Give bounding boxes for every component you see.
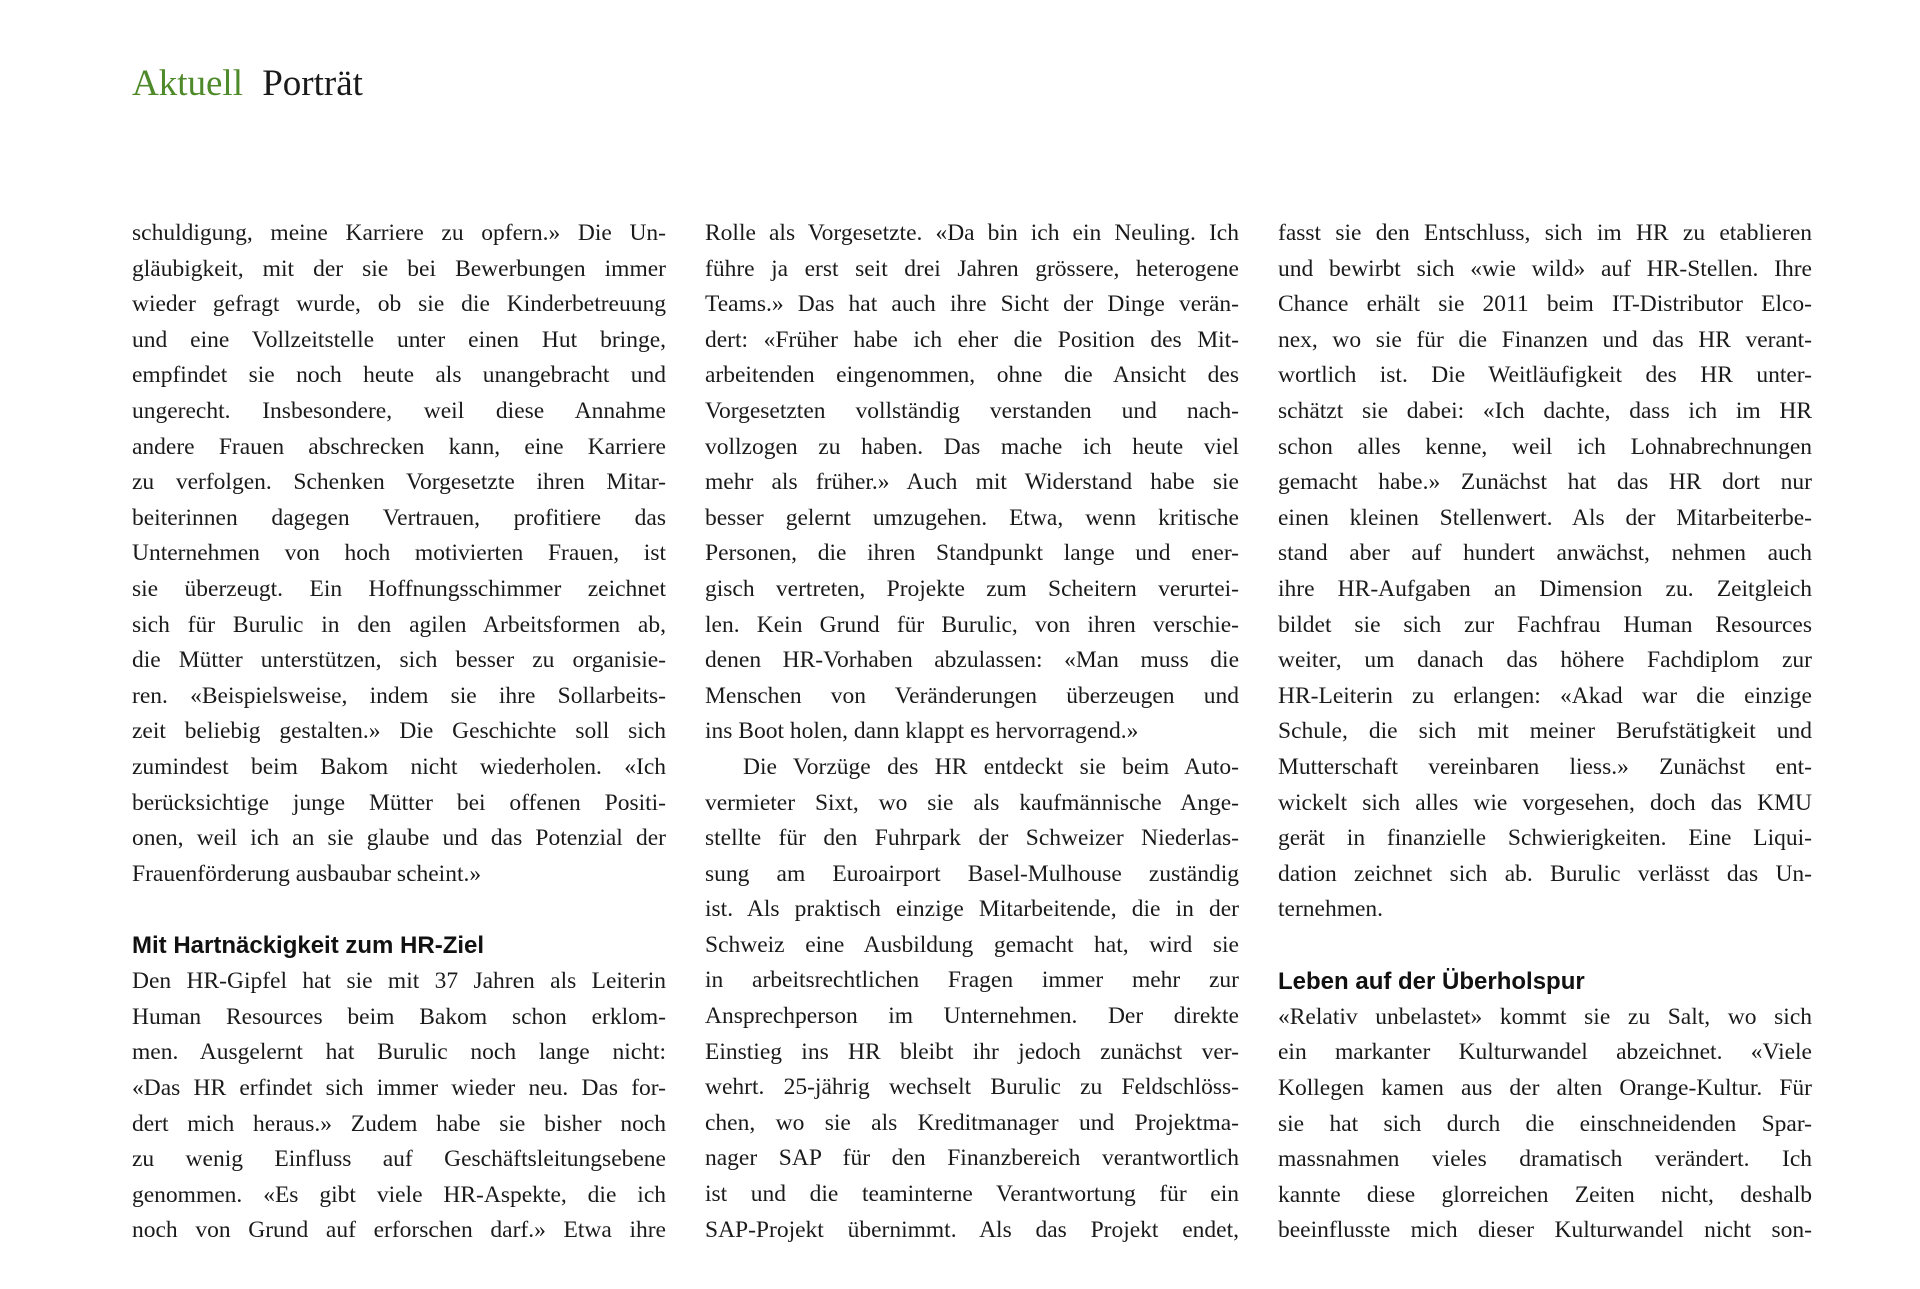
text-line: schon alles kenne, weil ich Lohnabrechnungen — [1278, 433, 1812, 460]
text-line: Vorgesetzten vollständig verstanden und nach- — [705, 397, 1239, 424]
text-line: Einstieg ins HR bleibt ihr jedoch zunächst ver- — [705, 1038, 1239, 1065]
column-1-paragraph-2 — [132, 964, 666, 1249]
text-line: Schweiz eine Ausbildung gemacht hat, wird sie — [705, 931, 1239, 958]
subsection-label: Porträt — [262, 63, 363, 104]
text-line: nager SAP für den Finanzbereich verantwortlich — [705, 1145, 1239, 1172]
text-line: Unternehmen von hoch motivierten Frauen, ist — [132, 540, 666, 567]
text-line: andere Frauen abschrecken kann, eine Karriere — [132, 433, 666, 460]
text-line: fasst sie den Entschluss, sich im HR zu etablieren — [1278, 220, 1812, 246]
text-line: sie überzeugt. Ein Hoffnungsschimmer zeichnet — [132, 575, 666, 602]
text-line: kannte diese glorreichen Zeiten nicht, deshalb — [1278, 1181, 1812, 1208]
text-line: Ansprechperson im Unternehmen. Der direkte — [705, 1003, 1239, 1030]
text-line: dert: «Früher habe ich eher die Position des Mit- — [705, 326, 1239, 353]
text-line: einen kleinen Stellenwert. Als der Mitarbeiterbe- — [1278, 504, 1812, 531]
text-line: beeinflusste mich dieser Kulturwandel nicht son- — [1278, 1217, 1812, 1244]
text-line: gerät in finanzielle Schwierigkeiten. Eine Liqui- — [1278, 825, 1812, 852]
column-2-paragraph-1 — [705, 216, 1239, 750]
text-line: Schule, die sich mit meiner Berufstätigkeit und — [1278, 718, 1812, 745]
text-line: mehr als früher.» Auch mit Widerstand habe sie — [705, 469, 1239, 496]
article-column-2 — [705, 216, 1239, 1248]
text-line: führe ja erst seit drei Jahren grössere, heterogene — [705, 255, 1239, 282]
column-2-paragraph-2 — [705, 750, 1239, 1248]
text-line: zeit beliebig gestalten.» Die Geschichte soll sich — [132, 718, 666, 745]
text-line: ist. Als praktisch einzige Mitarbeitende, die in der — [705, 896, 1239, 923]
text-line: ins Boot holen, dann klappt es hervorragend.» — [705, 718, 1139, 745]
text-line: onen, weil ich an sie glaube und das Potenzial der — [132, 825, 666, 852]
page-header — [132, 60, 363, 108]
text-line: gläubigkeit, mit der sie bei Bewerbungen immer — [132, 255, 666, 282]
text-line: ungerecht. Insbesondere, weil diese Annahme — [132, 397, 666, 424]
text-line: «Das HR erfindet sich immer wieder neu. Das for- — [132, 1075, 666, 1102]
text-line: besser gelernt umzugehen. Etwa, wenn kritische — [705, 504, 1239, 531]
text-line: Teams.» Das hat auch ihre Sicht der Dinge verän- — [705, 291, 1239, 318]
text-line: vermieter Sixt, wo sie als kaufmännische Ange- — [705, 789, 1239, 816]
text-line: dert mich heraus.» Zudem habe sie bisher noch — [132, 1110, 666, 1137]
article-column-1 — [132, 216, 666, 1249]
paragraph-gap — [1278, 928, 1812, 964]
text-line: genommen. «Es gibt viele HR-Aspekte, die ich — [132, 1181, 666, 1208]
text-line: SAP-Projekt übernimmt. Als das Projekt endet, — [705, 1216, 1239, 1243]
text-line: berücksichtige junge Mütter bei offenen Positi- — [132, 789, 666, 816]
text-line: Personen, die ihren Standpunkt lange und ener- — [705, 540, 1239, 567]
text-line: wickelt sich alles wie vorgesehen, doch das KMU — [1278, 789, 1812, 816]
text-line: wortlich ist. Die Weitläufigkeit des HR unter- — [1278, 362, 1812, 389]
text-line: in arbeitsrechtlichen Fragen immer mehr zur — [705, 967, 1239, 994]
text-line: Mutterschaft vereinbaren liess.» Zunächst ent- — [1278, 753, 1812, 780]
text-line: ist und die teaminterne Verantwortung für ein — [705, 1181, 1239, 1208]
text-line: nex, wo sie für die Finanzen und das HR verant- — [1278, 326, 1812, 353]
text-line: wieder gefragt wurde, ob sie die Kinderbetreuung — [132, 291, 666, 318]
text-line: bildet sie sich zur Fachfrau Human Resources — [1278, 611, 1812, 638]
text-line: noch von Grund auf erforschen darf.» Etwa ihre — [132, 1217, 666, 1244]
text-line: HR-Leiterin zu erlangen: «Akad war die einzige — [1278, 682, 1812, 709]
text-line: stand aber auf hundert anwächst, nehmen auch — [1278, 540, 1812, 567]
text-line: zu wenig Einfluss auf Geschäftsleitungsebene — [132, 1146, 666, 1173]
text-line: stellte für den Fuhrpark der Schweizer Niederlas- — [705, 825, 1239, 852]
text-line: und eine Vollzeitstelle unter einen Hut bringe, — [132, 326, 666, 353]
text-line: und bewirbt sich «wie wild» auf HR-Stellen. Ihre — [1278, 255, 1812, 282]
paragraph-gap — [132, 892, 666, 928]
text-line: Den HR-Gipfel hat sie mit 37 Jahren als Leiterin — [132, 968, 666, 995]
text-line: «Relativ unbelastet» kommt sie zu Salt, wo sich — [1278, 1003, 1812, 1030]
section-heading-ueberholspur: Leben auf der Überholspur — [1278, 967, 1585, 995]
text-line: Chance erhält sie 2011 beim IT-Distributor Elco- — [1278, 291, 1812, 318]
column-3-paragraph-1 — [1278, 216, 1812, 928]
text-line: sung am Euroairport Basel-Mulhouse zuständig — [705, 860, 1239, 887]
text-line: dation zeichnet sich ab. Burulic verlässt das Un- — [1278, 860, 1812, 887]
text-line: schuldigung, meine Karriere zu opfern.» Die Un- — [132, 220, 666, 246]
text-line: Human Resources beim Bakom schon erklom- — [132, 1003, 666, 1030]
text-line: Menschen von Veränderungen überzeugen und — [705, 682, 1239, 709]
text-line: len. Kein Grund für Burulic, von ihren verschie- — [705, 611, 1239, 638]
text-line: weiter, um danach das höhere Fachdiplom zur — [1278, 647, 1812, 674]
text-line: Frauenförderung ausbaubar scheint.» — [132, 860, 482, 887]
text-line: massnahmen vieles dramatisch verändert. Ich — [1278, 1146, 1812, 1173]
column-3-paragraph-2 — [1278, 1000, 1812, 1249]
text-line: Die Vorzüge des HR entdeckt sie beim Auto- — [743, 753, 1239, 780]
section-heading-hartnaeckigkeit: Mit Hartnäckigkeit zum HR-Ziel — [132, 932, 485, 960]
article-column-3 — [1278, 216, 1812, 1249]
text-line: schätzt sie dabei: «Ich dachte, dass ich im HR — [1278, 397, 1812, 424]
text-line: sich für Burulic in den agilen Arbeitsformen ab, — [132, 611, 666, 638]
text-line: ternehmen. — [1278, 896, 1384, 923]
text-line: zu verfolgen. Schenken Vorgesetzte ihren Mitar- — [132, 469, 666, 496]
text-line: gemacht habe.» Zunächst hat das HR dort nur — [1278, 469, 1812, 496]
text-line: vollzogen zu haben. Das mache ich heute viel — [705, 433, 1239, 460]
text-line: denen HR-Vorhaben abzulassen: «Man muss die — [705, 647, 1239, 674]
text-line: gisch vertreten, Projekte zum Scheitern verurtei- — [705, 575, 1239, 602]
text-line: Rolle als Vorgesetzte. «Da bin ich ein Neuling. Ich — [705, 220, 1239, 246]
text-line: empfindet sie noch heute als unangebracht und — [132, 362, 666, 389]
text-line: ren. «Beispielsweise, indem sie ihre Sollarbeits- — [132, 682, 666, 709]
text-line: Kollegen kamen aus der alten Orange-Kultur. Für — [1278, 1075, 1812, 1102]
text-line: ein markanter Kulturwandel abzeichnet. «Viele — [1278, 1039, 1812, 1066]
text-line: die Mütter unterstützen, sich besser zu organisie- — [132, 647, 666, 674]
text-line: men. Ausgelernt hat Burulic noch lange nicht: — [132, 1039, 666, 1066]
text-line: zumindest beim Bakom nicht wiederholen. «Ich — [132, 753, 666, 780]
section-label: Aktuell — [132, 63, 243, 104]
column-1-paragraph-1 — [132, 216, 666, 892]
text-line: chen, wo sie als Kreditmanager und Projektma- — [705, 1109, 1239, 1136]
text-line: wehrt. 25-jährig wechselt Burulic zu Feldschlöss- — [705, 1074, 1239, 1101]
text-line: ihre HR-Aufgaben an Dimension zu. Zeitgleich — [1278, 575, 1812, 602]
text-line: beiterinnen dagegen Vertrauen, profitiere das — [132, 504, 666, 531]
text-line: sie hat sich durch die einschneidenden Spar- — [1278, 1110, 1812, 1137]
text-line: arbeitenden eingenommen, ohne die Ansicht des — [705, 362, 1239, 389]
